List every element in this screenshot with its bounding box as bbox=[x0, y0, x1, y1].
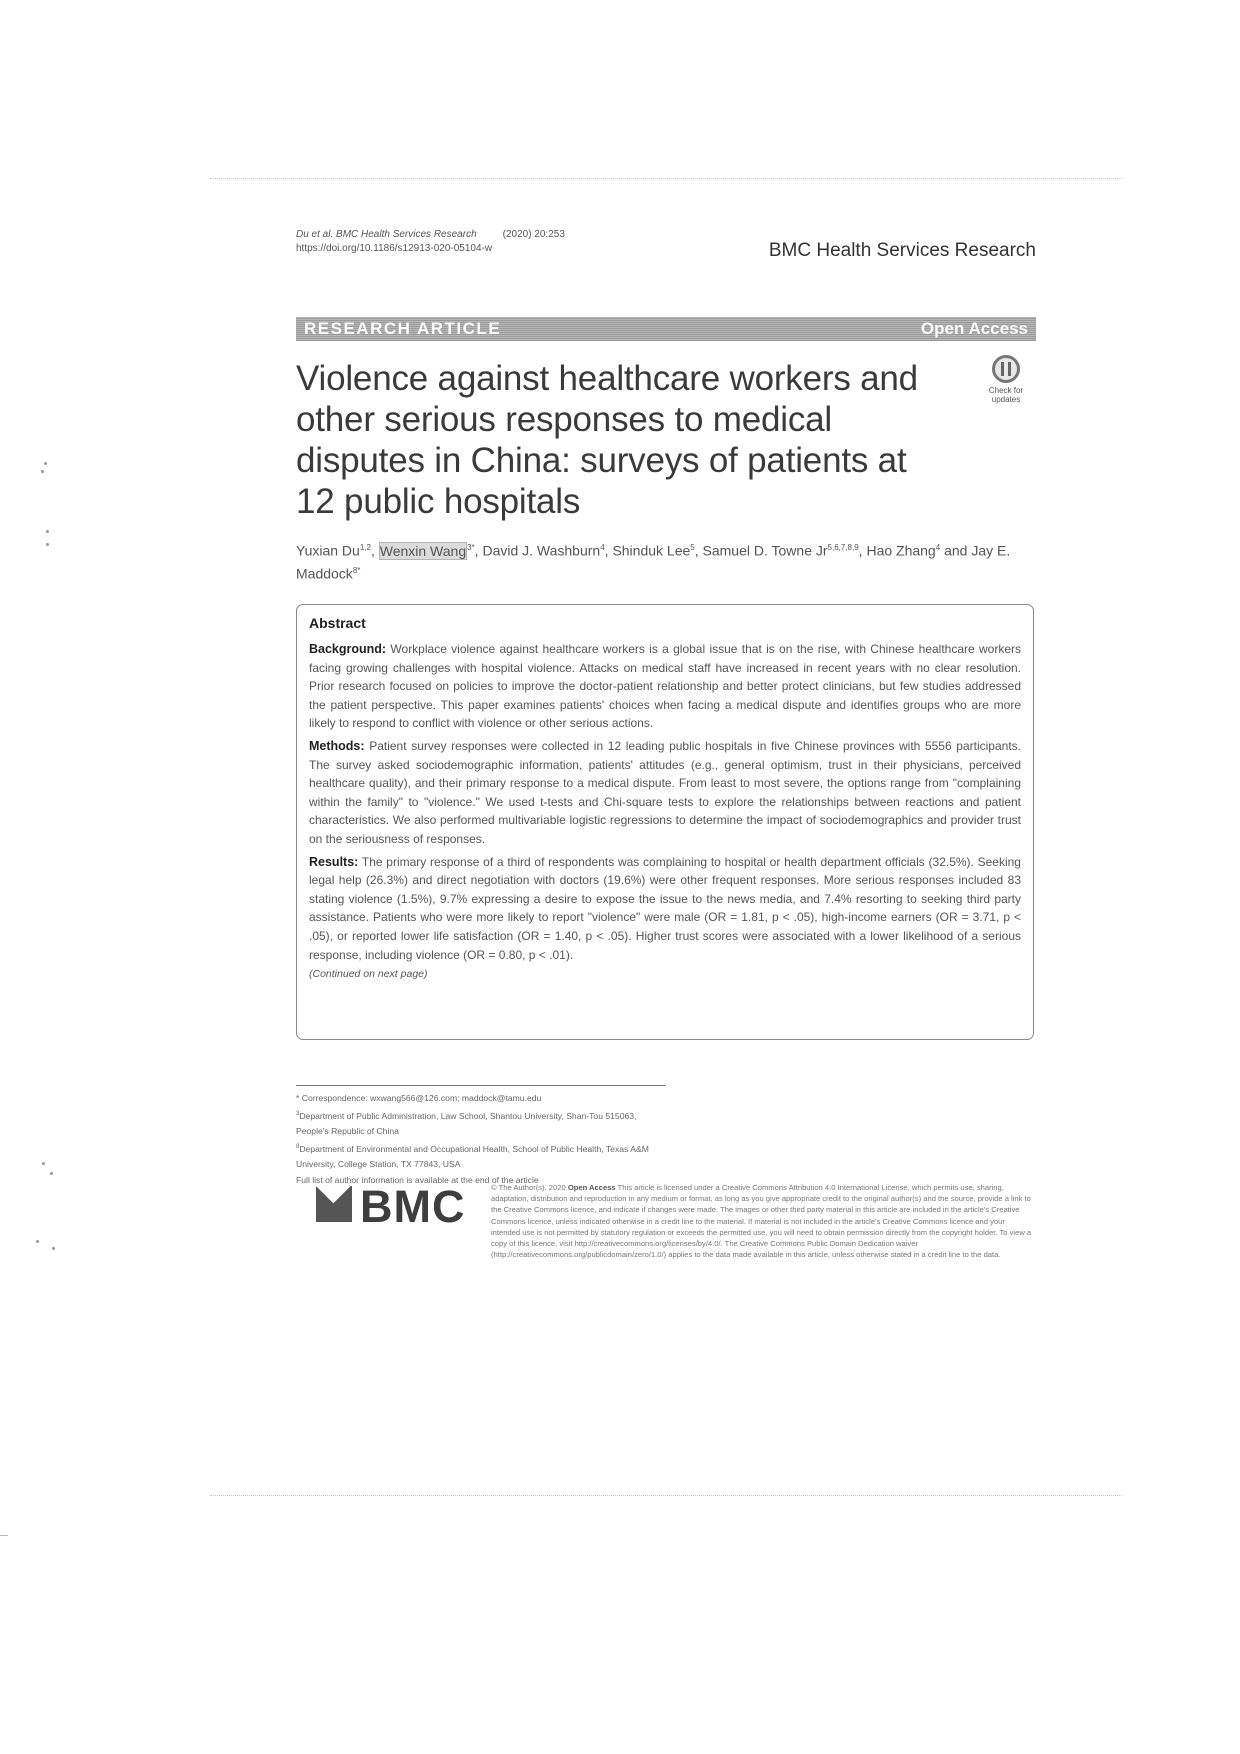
author-separator: , bbox=[370, 542, 379, 559]
affiliation-text: Department of Public Administration, Law School, Shantou University, Shan-Tou 515063, People's Republic of China bbox=[296, 1110, 637, 1137]
article-title: Violence against healthcare workers and other serious responses to medical disputes in China: surveys of patients at 12 public hospitals bbox=[296, 359, 918, 521]
affiliation-marker: 3 bbox=[296, 1110, 300, 1117]
background-text: Workplace violence against healthcare workers is a global issue that is on the rise, with Chinese healthcare workers facing growing challenges with hospital violence. Attacks on medical staff have increased in recent years with no clear resolution. Prior research focused on policies to improve the doctor-patient relationship and better protect clinicians, but few studies addressed the patient perspective. This paper examines patients' choices when facing a medical dispute and identifies groups who are more likely to respond to conflict with violence or other serious actions. bbox=[309, 642, 1021, 731]
author-separator: , bbox=[858, 542, 867, 559]
correspondence-emails[interactable]: * Correspondence: wxwang566@126.com; maddock@tamu.edu bbox=[296, 1093, 542, 1103]
license-copyright: © The Author(s). 2020 bbox=[491, 1183, 566, 1192]
author-name: Jay E. Maddock bbox=[296, 542, 1011, 582]
article-first-page bbox=[296, 210, 1036, 1260]
scan-speck bbox=[50, 1172, 53, 1175]
page-header bbox=[296, 210, 1036, 270]
author-affiliation: 4 bbox=[600, 543, 605, 552]
author-name: Yuxian Du bbox=[296, 542, 360, 559]
author-name: Samuel D. Towne Jr bbox=[702, 542, 828, 559]
bmc-logo-text: BMC bbox=[360, 1181, 466, 1232]
abstract-results bbox=[309, 853, 1021, 965]
license-text: This article is licensed under a Creative Commons Attribution 4.0 International License, which permits use, sharing, adaptation, distribution and reproduction in any medium or format, as long as you give appropriate credit to the original author(s) and the source, provide a link to the Creative Commons licence, and indicate if changes were made. The images or other third party material in this article are included in the article's Creative Commons licence, unless indicated otherwise in a credit line to the material. If material is not included in the article's Creative Commons licence and your intended use is not permitted by statutory regulation or exceeds the permitted use, you will need to obtain permission directly from the copyright holder. To view a copy of this licence, visit http://creativecommons.org/licenses/by/4.0/. The Creative Commons Public Domain Dedication waiver (http://creativecommons.org/publicdomain/zero/1.0/) applies to the data made available in this article, unless otherwise stated in a credit line to the data. bbox=[491, 1183, 1032, 1260]
results-label: Results: bbox=[309, 854, 359, 869]
scan-speck bbox=[42, 1162, 45, 1165]
footnote-divider bbox=[296, 1085, 666, 1086]
badge-line-2: updates bbox=[991, 395, 1021, 404]
author-name-highlighted: Wenxin Wang bbox=[379, 542, 467, 559]
methods-text: Patient survey responses were collected in 12 leading public hospitals in five Chinese provinces with 5556 participants. The survey asked sociodemographic information, patients' attitudes (e.g., general optimism, trust in their physicians, perceived healthcare quality), and their primary response to a medical dispute. From least to most severe, the options range from "complaining within the family" to "violence." We used t-tests and Chi-square tests to explore the relationships between reactions and patient characteristics. We also performed multivariable logistic regressions to determine the impact of sociodemographics and provider trust on the seriousness of responses. bbox=[309, 738, 1021, 846]
scan-speck bbox=[52, 1247, 55, 1250]
author-name: Shinduk Lee bbox=[612, 542, 691, 559]
author-separator: and bbox=[940, 542, 972, 559]
abstract-methods bbox=[309, 737, 1021, 849]
author-separator: , bbox=[604, 542, 613, 559]
license-statement bbox=[491, 1182, 1036, 1260]
scan-speck bbox=[44, 462, 47, 465]
article-type-label: RESEARCH ARTICLE bbox=[304, 319, 502, 338]
open-access-label: Open Access bbox=[920, 319, 1028, 338]
abstract-heading: Abstract bbox=[309, 615, 366, 631]
author-affiliation: 8* bbox=[352, 565, 361, 575]
license-open-access: Open Access bbox=[567, 1183, 616, 1192]
continued-note: (Continued on next page) bbox=[309, 968, 428, 981]
doi-link[interactable]: https://doi.org/10.1186/s12913-020-05104-w bbox=[296, 243, 493, 254]
author-affiliation: 4 bbox=[935, 543, 941, 552]
bmc-logo bbox=[316, 1181, 481, 1232]
scan-border-top bbox=[210, 178, 1122, 179]
author-affiliation: 3* bbox=[467, 543, 475, 552]
methods-label: Methods: bbox=[309, 738, 365, 753]
check-updates-icon bbox=[992, 355, 1020, 383]
scan-speck bbox=[41, 470, 44, 473]
article-type-banner bbox=[296, 317, 1036, 341]
scan-speck bbox=[36, 1240, 39, 1243]
citation-block bbox=[296, 228, 565, 256]
author-affiliation: 1,2 bbox=[359, 543, 371, 552]
citation-year: (2020) 20:253 bbox=[502, 229, 565, 240]
author-affiliation: 5,6,7,8,9 bbox=[827, 543, 859, 552]
author-name: David J. Washburn bbox=[482, 542, 601, 559]
author-separator: , bbox=[474, 542, 483, 559]
scan-border-bottom bbox=[210, 1495, 1122, 1496]
author-separator: , bbox=[694, 542, 703, 559]
background-label: Background: bbox=[309, 642, 387, 656]
abstract-background bbox=[309, 640, 1021, 733]
scan-edge-mark bbox=[0, 1535, 8, 1536]
author-name: Hao Zhang bbox=[866, 542, 936, 559]
scan-speck bbox=[46, 530, 49, 533]
full-author-info-note: Full list of author information is available at the end of the article bbox=[296, 1174, 539, 1185]
correspondence-footnote bbox=[296, 1091, 666, 1188]
results-text: The primary response of a third of respondents was complaining to hospital or health department officials (32.5%). Seeking legal help (26.3%) and direct negotiation with doctors (19.6%) were other frequent responses. More serious responses included 83 stating violence (1.5%), 9.7% expressing a desire to expose the issue to the news media, and 7.4% resorting to seeking third party assistance. Patients who were more likely to report "violence" were male (OR = 1.81, p < .05), high-income earners (OR = 3.71, p < .05), or reported lower life satisfaction (OR = 1.40, p < .05). Higher trust scores were associated with a lower likelihood of a serious response, including violence (OR = 0.80, p < .01). bbox=[309, 854, 1021, 962]
affiliation-marker: 8 bbox=[296, 1143, 300, 1150]
citation-text: Du et al. BMC Health Services Research bbox=[296, 229, 477, 240]
journal-name: BMC Health Services Research bbox=[768, 240, 1036, 261]
scan-speck bbox=[46, 543, 49, 546]
author-affiliation: 5 bbox=[690, 543, 695, 552]
bmc-triangle-icon bbox=[316, 1186, 352, 1222]
author-list bbox=[296, 538, 1036, 583]
check-for-updates-badge[interactable] bbox=[978, 355, 1034, 417]
abstract-box bbox=[296, 604, 1034, 1040]
badge-line-1: Check for bbox=[988, 386, 1024, 395]
affiliation-text: Department of Environmental and Occupational Health, School of Public Health, Texas A&M University, College Station, TX 77843, USA bbox=[296, 1143, 649, 1170]
